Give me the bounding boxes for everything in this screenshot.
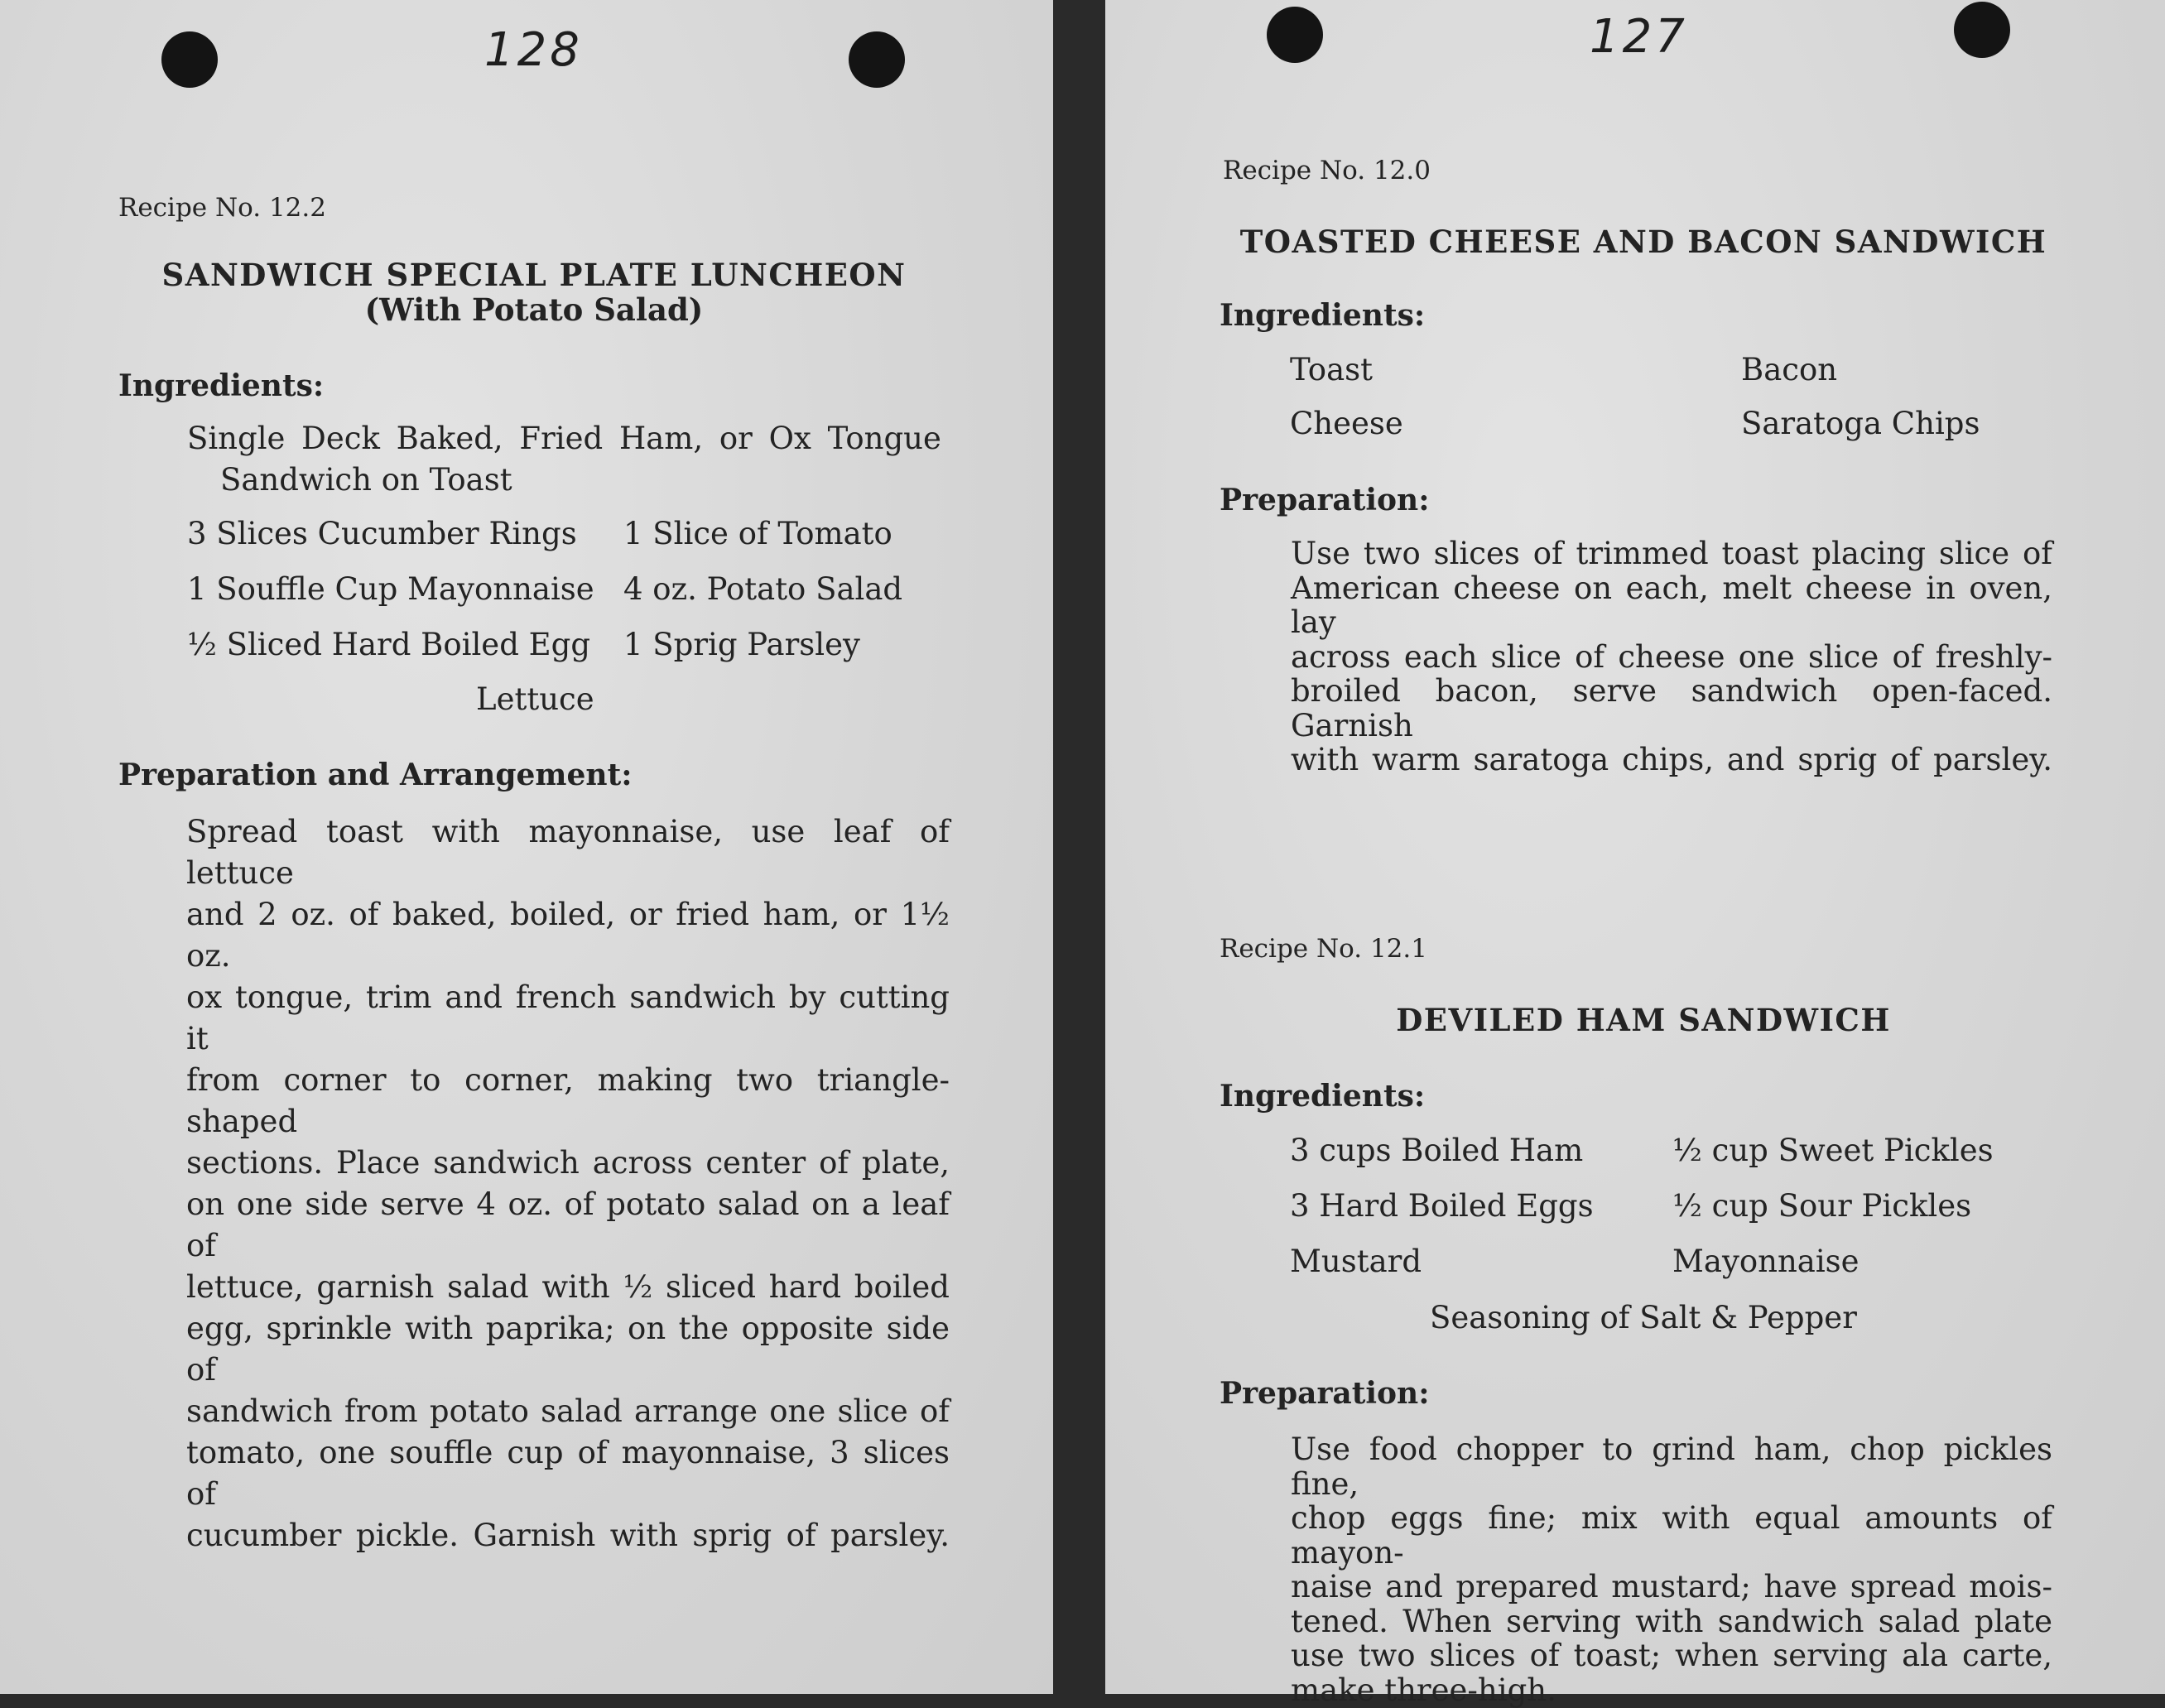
punch-hole-right bbox=[1954, 2, 2010, 58]
preparation-line: with warm saratoga chips, and sprig of parsley. bbox=[1291, 742, 2052, 777]
preparation-line: broiled bacon, serve sandwich open-faced. Garnish bbox=[1291, 673, 2052, 743]
preparation-line: cucumber pickle. Garnish with sprig of parsley. bbox=[186, 1518, 950, 1553]
ingredients-heading: Ingredients: bbox=[118, 368, 325, 403]
ingredient-item: 1 Souffle Cup Mayonnaise bbox=[187, 571, 594, 607]
ingredient-item: Toast bbox=[1290, 352, 1373, 387]
preparation-line: tened. When serving with sandwich salad plate bbox=[1291, 1603, 2052, 1639]
preparation-line: lettuce, garnish salad with ½ sliced hard boiled bbox=[186, 1269, 950, 1305]
recipe-number: Recipe No. 12.1 bbox=[1220, 934, 1427, 964]
ingredient-item: 3 cups Boiled Ham bbox=[1290, 1133, 1584, 1168]
preparation-line: egg, sprinkle with paprika; on the opposite side of bbox=[186, 1311, 950, 1388]
recipe-title: TOASTED CHEESE AND BACON SANDWICH bbox=[1239, 224, 2047, 260]
recipe-number: Recipe No. 12.2 bbox=[118, 193, 326, 223]
preparation-line: use two slices of toast; when serving ala carte, bbox=[1291, 1638, 2052, 1673]
preparation-heading: Preparation: bbox=[1220, 483, 1430, 517]
ingredient-item: 1 Slice of Tomato bbox=[623, 516, 892, 551]
ingredient-item: 3 Hard Boiled Eggs bbox=[1290, 1188, 1594, 1224]
ingredient-main: Single Deck Baked, Fried Ham, or Ox Tongue bbox=[187, 421, 941, 456]
punch-hole-right bbox=[849, 31, 905, 88]
preparation-line: Use two slices of trimmed toast placing slice of bbox=[1291, 536, 2052, 571]
preparation-line: sandwich from potato salad arrange one slice of bbox=[186, 1393, 950, 1429]
preparation-heading: Preparation and Arrangement: bbox=[118, 758, 633, 792]
ingredient-item: Seasoning of Salt & Pepper bbox=[1430, 1300, 1857, 1335]
ingredient-item: ½ Sliced Hard Boiled Egg bbox=[187, 627, 591, 662]
preparation-line: American cheese on each, melt cheese in oven, lay bbox=[1291, 570, 2052, 640]
preparation-text bbox=[1291, 1432, 2052, 1707]
ingredient-item: ½ cup Sweet Pickles bbox=[1672, 1133, 1994, 1168]
ingredient-item: ½ cup Sour Pickles bbox=[1672, 1188, 1972, 1224]
recipe-card-left bbox=[0, 0, 1053, 1694]
punch-hole-left bbox=[1267, 7, 1323, 63]
recipe-title: DEVILED HAM SANDWICH bbox=[1396, 1002, 1891, 1038]
ingredient-item: Bacon bbox=[1741, 352, 1838, 387]
ingredient-item: Mayonnaise bbox=[1672, 1244, 1859, 1279]
preparation-line: on one side serve 4 oz. of potato salad on a leaf of bbox=[186, 1186, 950, 1263]
ingredient-item: 3 Slices Cucumber Rings bbox=[187, 516, 577, 551]
ingredient-item: 1 Sprig Parsley bbox=[623, 627, 860, 662]
page-number: 127 bbox=[1590, 10, 1688, 64]
recipe-title: SANDWICH SPECIAL PLATE LUNCHEON bbox=[161, 257, 907, 293]
preparation-line: naise and prepared mustard; have spread mois- bbox=[1291, 1569, 2052, 1605]
punch-hole-left bbox=[161, 31, 218, 88]
preparation-line: from corner to corner, making two triangle-shaped bbox=[186, 1062, 950, 1139]
page-number: 128 bbox=[484, 23, 583, 77]
preparation-line: and 2 oz. of baked, boiled, or fried ham, or 1½ oz. bbox=[186, 897, 950, 974]
ingredients-heading: Ingredients: bbox=[1220, 1079, 1426, 1114]
preparation-text bbox=[186, 811, 950, 1556]
preparation-line: chop eggs fine; mix with equal amounts of mayon- bbox=[1291, 1500, 2052, 1571]
ingredient-item: Lettuce bbox=[476, 681, 594, 717]
preparation-line: Spread toast with mayonnaise, use leaf of lettuce bbox=[186, 814, 950, 891]
ingredient-item: 4 oz. Potato Salad bbox=[623, 571, 903, 607]
preparation-line: make three-high. bbox=[1291, 1672, 1556, 1708]
ingredient-item: Cheese bbox=[1290, 406, 1403, 441]
preparation-line: tomato, one souffle cup of mayonnaise, 3 slices of bbox=[186, 1435, 950, 1512]
ingredient-main: Sandwich on Toast bbox=[220, 462, 512, 498]
ingredient-item: Mustard bbox=[1290, 1244, 1422, 1279]
recipe-card-right bbox=[1105, 0, 2165, 1708]
preparation-line: ox tongue, trim and french sandwich by cutting it bbox=[186, 979, 950, 1056]
preparation-text bbox=[1291, 536, 2052, 777]
preparation-line: across each slice of cheese one slice of freshly- bbox=[1291, 638, 2052, 675]
ingredients-heading: Ingredients: bbox=[1220, 298, 1426, 333]
preparation-line: sections. Place sandwich across center of plate, bbox=[186, 1145, 950, 1181]
recipe-number: Recipe No. 12.0 bbox=[1223, 156, 1431, 185]
preparation-heading: Preparation: bbox=[1220, 1376, 1430, 1411]
recipe-subtitle: (With Potato Salad) bbox=[364, 291, 704, 328]
preparation-line: Use food chopper to grind ham, chop pickles fine, bbox=[1291, 1431, 2052, 1502]
ingredient-item: Saratoga Chips bbox=[1741, 406, 1980, 441]
